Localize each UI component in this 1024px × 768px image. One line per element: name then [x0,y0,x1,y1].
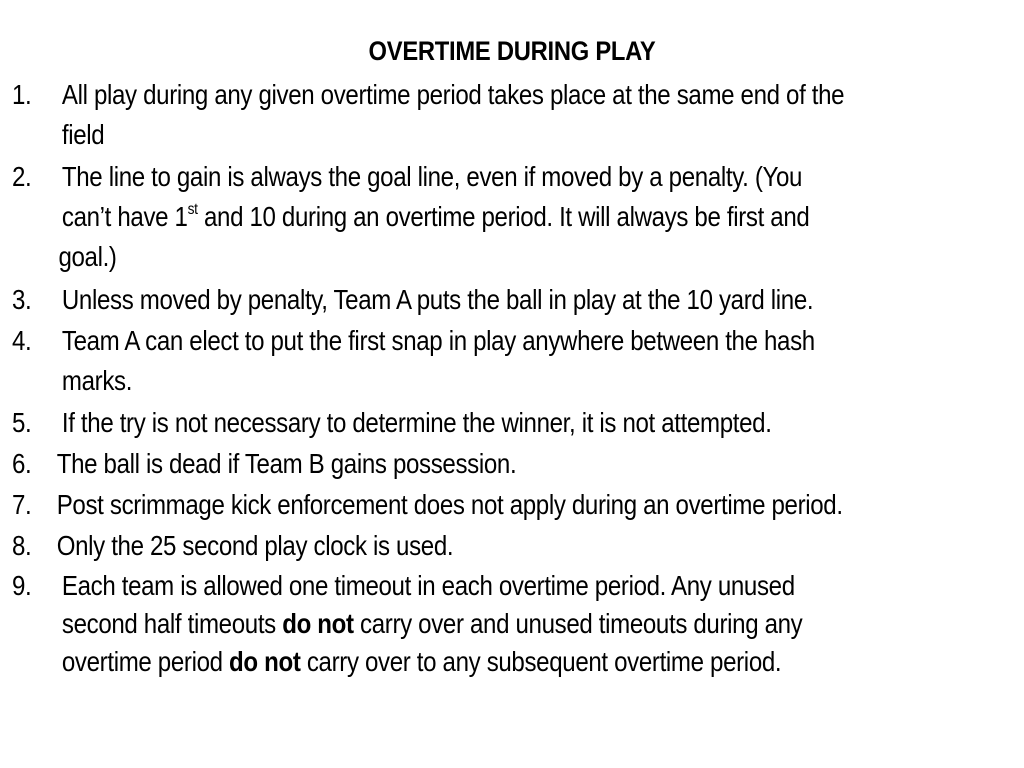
item-text: The line to gain is always the goal line, even if moved by a penalty. (You [61,161,803,192]
item-text-continuation: goal.) [58,241,117,272]
item-number: 9. [12,570,32,601]
item-number: 6. [12,448,32,479]
list-item-2 [12,157,809,277]
item-number: 8. [12,530,32,561]
item-text-continuation: can’t have 1 [61,201,188,232]
list-item-9 [12,567,802,681]
item-text-continuation: second half timeouts [61,608,283,639]
item-number: 1. [12,79,32,110]
item-text: Team A can elect to put the first snap in play anywhere between the hash [61,325,815,356]
item-text: If the try is not necessary to determine the winner, it is not attempted. [61,407,772,438]
list-item-4 [12,321,815,401]
item-text: Post scrimmage kick enforcement does not apply during an overtime period. [56,489,843,520]
item-text-continuation: and 10 during an overtime period. It will always be first and [197,201,810,232]
item-text-continuation: marks. [61,365,133,396]
item-text-continuation: carry over to any subsequent overtime period. [300,646,782,677]
item-number: 5. [12,407,32,438]
item-text: Only the 25 second play clock is used. [56,530,454,561]
list-item-6 [12,444,516,484]
slide-title: OVERTIME DURING PLAY [368,36,656,66]
list-item-3 [12,280,813,320]
item-number: 4. [12,325,32,356]
list-item-5 [12,403,772,443]
item-text: Unless moved by penalty, Team A puts the ball in play at the 10 yard line. [61,284,814,315]
item-text-continuation: field [61,119,105,150]
list-item-7 [12,485,843,525]
item-text: The ball is dead if Team B gains possession. [56,448,517,479]
list-item-8 [12,526,453,566]
item-number: 7. [12,489,32,520]
list-item-1 [12,75,844,155]
emphasis-text: do not [282,608,354,639]
emphasis-text: do not [229,646,301,677]
item-number: 3. [12,284,32,315]
item-text-continuation: carry over and unused timeouts during any [353,608,803,639]
item-number: 2. [12,161,32,192]
superscript: st [187,201,198,218]
item-text: All play during any given overtime period takes place at the same end of the [61,79,845,110]
item-text-continuation: overtime period [61,646,230,677]
item-text: Each team is allowed one timeout in each overtime period. Any unused [61,570,795,601]
